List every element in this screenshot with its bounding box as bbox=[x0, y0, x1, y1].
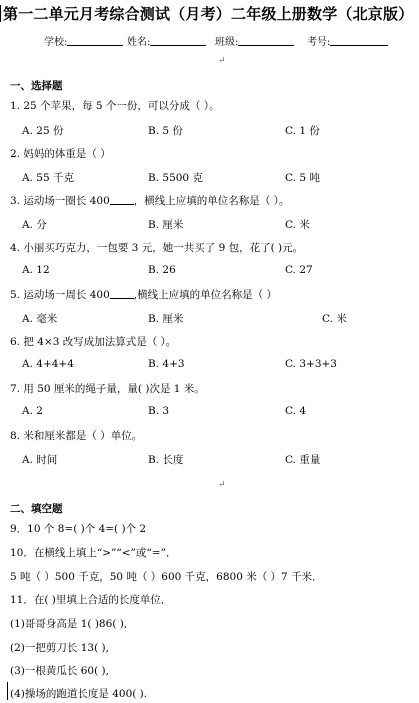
question-10-line: 5 吨（ ）500 千克，50 吨（ ）600 千克，6800 米（ ）7 千米． bbox=[10, 571, 323, 583]
q3-option-b: B. 厘米 bbox=[148, 219, 184, 231]
q5-option-b: B. 厘米 bbox=[148, 313, 184, 325]
q1-option-c: C. 1 份 bbox=[285, 125, 320, 137]
q7-option-a: A. 2 bbox=[22, 405, 43, 417]
q8-option-b: B. 长度 bbox=[148, 454, 184, 466]
q1-option-a: A. 25 份 bbox=[22, 125, 64, 137]
section-choice-heading: 一、选择题 bbox=[10, 80, 63, 92]
q3-option-c: C. 米 bbox=[285, 219, 310, 231]
q5-option-c: C. 米 bbox=[322, 313, 347, 325]
q6-option-a: A. 4+4+4 bbox=[22, 358, 74, 370]
question-10: 10．在横线上填上“>”“<”或“=”． bbox=[10, 547, 177, 559]
paragraph-mark: ↵ bbox=[218, 56, 226, 66]
section-fill-heading: 二、填空题 bbox=[10, 503, 63, 515]
question-11-part-3: (3)一根黄瓜长 60( ), bbox=[10, 665, 109, 677]
q1-option-b: B. 5 份 bbox=[148, 125, 183, 137]
question-5: 5. 运动场一周长 400 ,横线上应填的单位名称是（ ） bbox=[10, 289, 277, 301]
question-11-part-4: (4)操场的跑道长度是 400( ). bbox=[10, 688, 148, 700]
question-11: 11．在( )里填上合适的长度单位． bbox=[10, 594, 172, 606]
question-11-part-2: (2)一把剪刀长 13( ), bbox=[10, 642, 109, 654]
q6-option-c: C. 3+3+3 bbox=[285, 358, 337, 370]
q8-option-a: A. 时间 bbox=[22, 454, 58, 466]
margin-line bbox=[7, 682, 8, 700]
q5-option-a: A. 毫米 bbox=[22, 313, 58, 325]
q3-option-a: A. 分 bbox=[22, 219, 47, 231]
question-1: 1. 25 个苹果，每 5 个一份，可以分成（ ）。 bbox=[10, 100, 220, 112]
question-7: 7. 用 50 厘米的绳子量，量( )次是 1 米。 bbox=[10, 383, 205, 395]
q7-option-c: C. 4 bbox=[285, 405, 307, 417]
question-2: 2. 妈妈的体重是（ ） bbox=[10, 148, 111, 160]
question-4: 4. 小丽买巧克力，一包要 3 元，她一共买了 9 包，花了( )元。 bbox=[10, 242, 304, 254]
q2-option-c: C. 5 吨 bbox=[285, 172, 320, 184]
page-title: 第一二单元月考综合测试（月考）二年级上册数学（北京版） bbox=[0, 3, 419, 24]
question-6: 6. 把 4×3 改写成加法算式是（ ）。 bbox=[10, 336, 177, 348]
question-8: 8. 米和厘米都是（ ）单位。 bbox=[10, 430, 143, 442]
q2-option-a: A. 55 千克 bbox=[22, 172, 74, 184]
question-3: 3. 运动场一圈长 400 ，横线上应填的单位名称是（ ）。 bbox=[10, 195, 290, 207]
q8-option-c: C. 重量 bbox=[285, 454, 321, 466]
q2-option-b: B. 5500 克 bbox=[148, 172, 203, 184]
school-field: 学校: bbox=[44, 33, 123, 48]
q6-option-b: B. 4+3 bbox=[148, 358, 185, 370]
q4-option-c: C. 27 bbox=[285, 264, 313, 276]
paragraph-mark-2: ↵ bbox=[218, 480, 226, 490]
q4-option-b: B. 26 bbox=[148, 264, 176, 276]
exam-no-field: 考号: bbox=[307, 33, 388, 48]
class-field: 班级: bbox=[215, 33, 294, 48]
q7-option-b: B. 3 bbox=[148, 405, 170, 417]
name-field: 姓名: bbox=[127, 33, 206, 48]
question-11-part-1: (1)哥哥身高是 1( )86( ), bbox=[10, 618, 128, 630]
question-9: 9．10 个 8=( )个 4=( )个 2 bbox=[10, 523, 147, 535]
q4-option-a: A. 12 bbox=[22, 264, 50, 276]
